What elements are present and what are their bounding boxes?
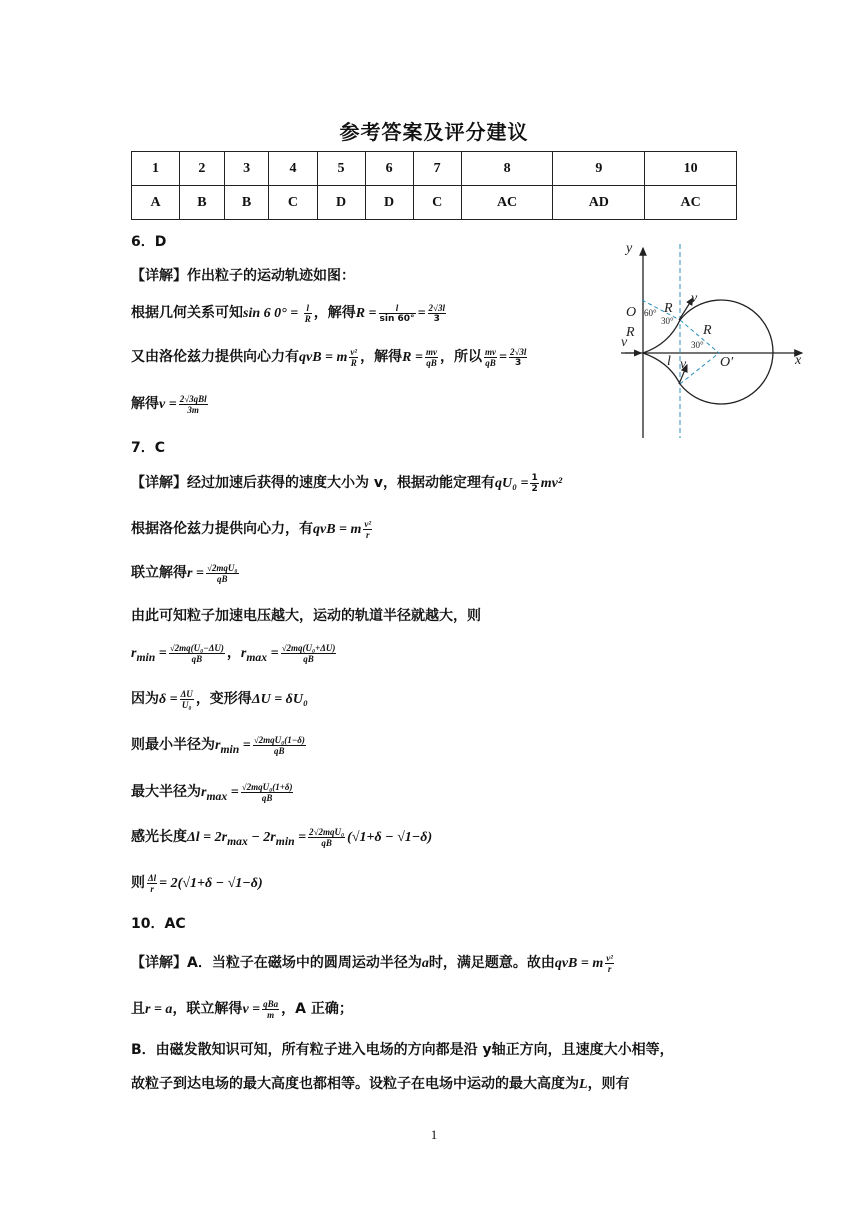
q7-line4: 由此可知粒子加速电压越大，运动的轨道半径就越大，则 [131, 608, 481, 624]
text: ，解得 [313, 305, 356, 321]
figure-label: 30° [691, 340, 704, 350]
page-number: 1 [430, 1127, 438, 1142]
q7-line1: 【详解】经过加速后获得的速度大小为 v，根据动能定理有qU₀ = $\frac{1}{2}$ mv² [131, 472, 563, 494]
q7-line2: 根据洛伦兹力提供向心力，有qvB = m $\frac{\text{v²}}{r}$ [131, 518, 372, 540]
q7-heading: 7．C [131, 440, 166, 456]
fraction: $\frac{2√3l}{3}$ [509, 346, 527, 368]
q10-heading: 10．AC [131, 916, 186, 932]
text: 且 [131, 1001, 145, 1017]
figure-label: R [703, 323, 712, 338]
q7-line9: 感光长度$\Delta l = 2r_{max} - 2r_{min}$ = 2√2mqU₀ qB (√1+δ − √1−δ) [131, 826, 433, 848]
figure-label: R [626, 325, 635, 340]
q10-line2: 且r = a，联立解得v = qBa m ，A 正确； [131, 998, 353, 1020]
text: 最大半径为 [131, 784, 201, 800]
table-cell: B [224, 186, 269, 220]
text: 时，满足题意。故由 [428, 955, 555, 971]
text: ，变形得 [195, 691, 252, 707]
text: ，解得 [360, 349, 403, 365]
fraction: $\frac{1}{2}$ [531, 472, 538, 494]
fraction: $\frac{\text{√2mq(U₀−ΔU)}}{qB}$ [169, 642, 224, 664]
text: 感光长度 [131, 829, 187, 845]
text: 根据几何关系可知 [131, 305, 243, 321]
figure-label: O [626, 305, 637, 320]
text: 又由洛伦兹力提供向心力有 [131, 349, 299, 365]
text: ，A 正确； [281, 1001, 353, 1017]
text: ，联立解得 [172, 1001, 243, 1017]
figure-label: y [626, 241, 633, 256]
table-cell: C [269, 186, 317, 220]
text: 解得 [131, 396, 159, 412]
text: 根据洛伦兹力提供向心力，有 [131, 521, 313, 537]
q6-heading: 6．D [131, 234, 167, 250]
fraction: $\frac{2√3l}{3}$ [428, 302, 445, 324]
text: 【详解】A．当粒子在磁场中的圆周运动半径为 [131, 955, 422, 971]
q7-line6: 因为δ = $\frac{\Delta U}{\text{U₀}}$ ，变形得ΔU = δU₀ [131, 688, 308, 710]
table-cell: 9 [553, 152, 645, 186]
text: ，所以 [439, 349, 482, 365]
table-cell: C [413, 186, 461, 220]
q7-line5: $r_{min}$ = $\frac{\text{√2mq(U₀−ΔU)}}{qB}$ ，$r_{max}$ = $\frac{\text{√2mq(U₀+ΔU)}}{qB}$ [131, 642, 336, 664]
fraction: $\frac{\text{v²}}{r}$ [606, 952, 613, 974]
figure-label: x [795, 353, 802, 368]
fraction: 2√2mqU₀ qB [309, 826, 345, 848]
table-cell: 10 [645, 152, 737, 186]
figure-label: 30° [661, 316, 674, 326]
fraction: $\frac{l}{\sin 60^\circ}$ [379, 302, 415, 324]
figure-label: l [667, 354, 671, 369]
fraction: 2√3qBl 3m [179, 393, 207, 415]
fraction: $\frac{mv}{qB}$ [484, 346, 496, 368]
q10-line3: B．由磁发散知识可知，所有粒子进入电场的方向都是沿 y轴正方向，且速度大小相等， [131, 1042, 674, 1058]
fraction: $\frac{\text{v²}}{R}$ [350, 346, 358, 368]
q10-line1: 【详解】A．当粒子在磁场中的圆周运动半径为a时，满足题意。故由qvB = m $\frac{\text{v²}}{r}$ [131, 952, 613, 974]
q6-line2: 根据几何关系可知sin 6 0° = $\frac{l}{R}$ ，解得R = $\frac{l}{\sin 60^\circ}$ = $\frac{2√3l}{3}$ [131, 302, 445, 324]
trajectory-circle [680, 300, 773, 404]
fraction: qBa m [263, 998, 279, 1020]
figure-label: R [664, 301, 673, 316]
trajectory-diagram [617, 240, 812, 440]
fraction: √2mqU₀(1+δ) qB [241, 781, 293, 803]
fraction: $\frac{l}{R}$ [304, 302, 311, 324]
answer-table [131, 151, 737, 220]
q7-line8: 最大半径为$r_{max}$ = √2mqU₀(1+δ) qB [131, 781, 293, 803]
q10-line4: 故粒子到达电场的最大高度也都相等。设粒子在电场中运动的最大高度为L，则有 [131, 1076, 630, 1092]
figure-label: v [691, 291, 698, 306]
answer-value-row [132, 186, 737, 220]
fraction: √2mqU₀(1−δ) qB [253, 734, 305, 756]
figure-label: v [680, 357, 687, 372]
text: 【详解】经过加速后获得的速度大小为 v，根据动能定理有 [131, 475, 495, 491]
table-cell: AD [553, 186, 645, 220]
fraction: $\frac{\text{√2mq(U₀+ΔU)}}{qB}$ [281, 642, 336, 664]
q7-line7: 则最小半径为$r_{min}$ = √2mqU₀(1−δ) qB [131, 734, 305, 756]
table-cell: 6 [365, 152, 413, 186]
text: 则 [131, 875, 145, 891]
page-title: 参考答案及评分建议 [339, 120, 529, 144]
table-cell: 3 [224, 152, 269, 186]
fraction: √2mqU₀ qB [206, 562, 238, 584]
q6-line1: 【详解】作出粒子的运动轨迹如图： [131, 268, 355, 284]
table-cell: AC [645, 186, 737, 220]
table-cell: D [365, 186, 413, 220]
table-cell: D [317, 186, 365, 220]
text: 故粒子到达电场的最大高度也都相等。设粒子在电场中运动的最大高度为 [131, 1076, 579, 1092]
text: ，则有 [587, 1076, 630, 1092]
fraction: $\frac{mv}{qB}$ [425, 346, 437, 368]
table-cell: A [132, 186, 180, 220]
table-cell: 8 [461, 152, 553, 186]
table-cell: AC [461, 186, 553, 220]
q6-line3: 又由洛伦兹力提供向心力有qvB = m $\frac{\text{v²}}{R}$ ，解得R = $\frac{mv}{qB}$ ，所以 $\frac{mv}{qB}$ = $\frac{2√3l}{3}$ [131, 346, 527, 368]
figure-label: O′ [720, 355, 734, 370]
table-cell: 7 [413, 152, 461, 186]
q7-line3: 联立解得r = √2mqU₀ qB [131, 562, 238, 584]
answer-number-row [132, 152, 737, 186]
text: 因为 [131, 691, 159, 707]
table-cell: 1 [132, 152, 180, 186]
table-cell: 4 [269, 152, 317, 186]
table-cell: 2 [180, 152, 225, 186]
q6-line4: 解得v = 2√3qBl 3m [131, 393, 207, 415]
equation: sin 6 0° = [243, 306, 302, 321]
q7-line10: 则 $\frac{\Delta l}{r}$ = 2(√1+δ − √1−δ) [131, 872, 263, 894]
fraction: $\frac{\Delta l}{r}$ [148, 872, 157, 894]
figure-label: v [621, 335, 628, 350]
fraction: $\frac{\text{v²}}{r}$ [364, 518, 372, 540]
text: 则最小半径为 [131, 737, 215, 753]
table-cell: 5 [317, 152, 365, 186]
figure-label: 60° [644, 308, 657, 318]
table-cell: B [180, 186, 225, 220]
text: 联立解得 [131, 565, 187, 581]
fraction: $\frac{\Delta U}{\text{U₀}}$ [180, 688, 193, 710]
